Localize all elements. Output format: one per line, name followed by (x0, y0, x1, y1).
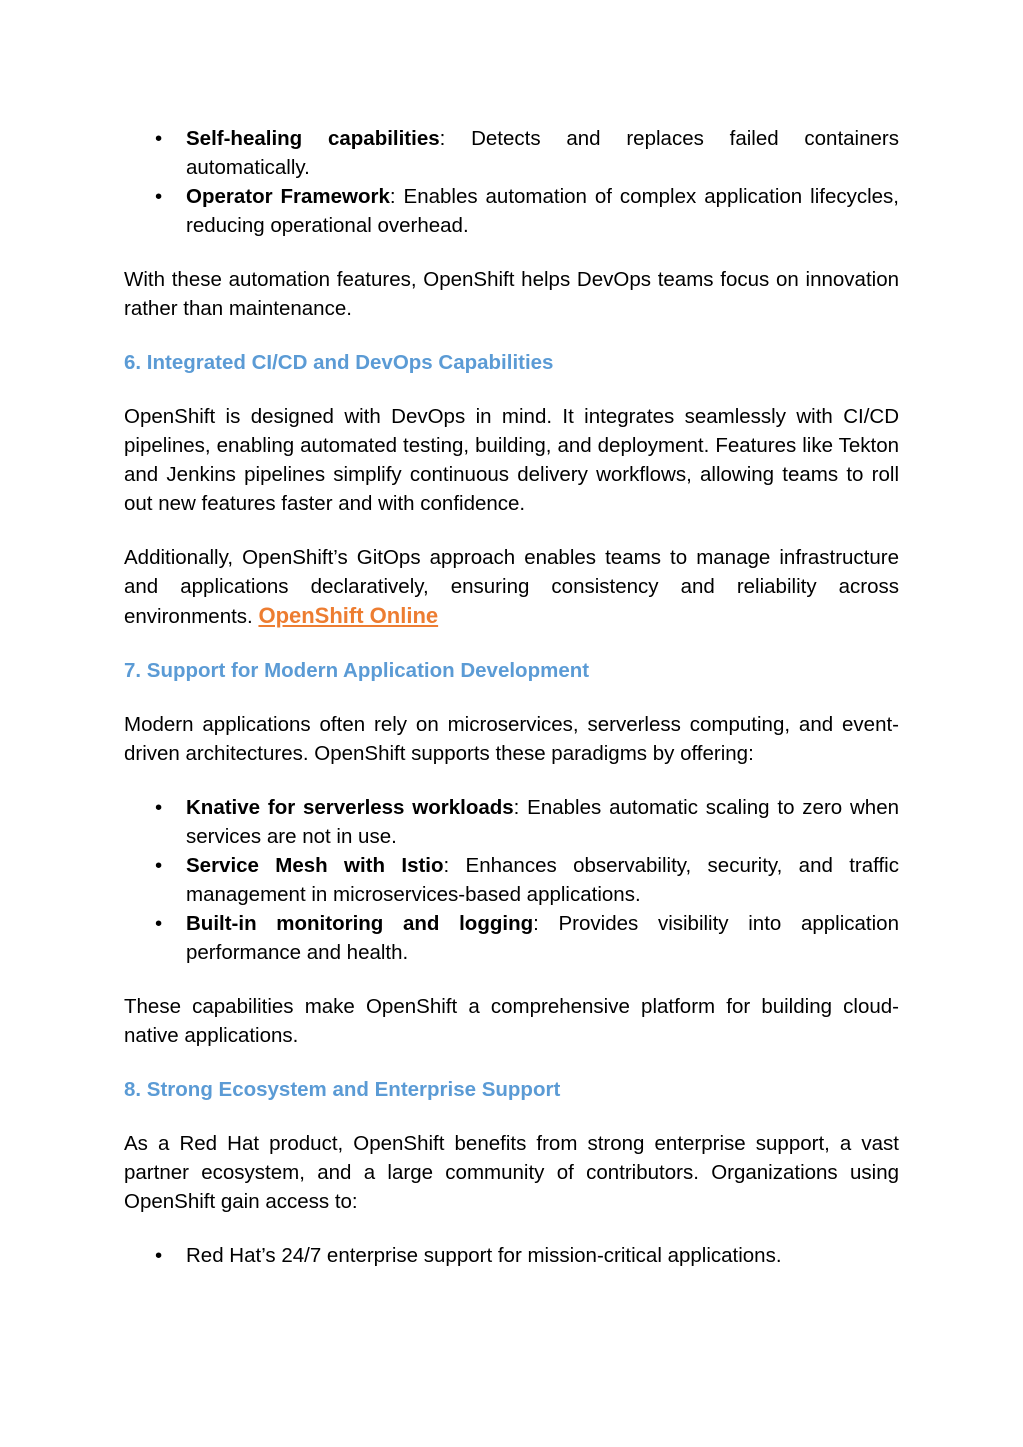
modern-apps-bullet-list (124, 793, 899, 967)
openshift-online-link[interactable]: OpenShift Online (258, 603, 439, 628)
features-bullet-list (124, 124, 899, 240)
list-item (186, 909, 899, 967)
list-item (186, 124, 899, 182)
list-item-text: : Enables automation of complex application lifecycles, reducing operational overhead. (186, 185, 899, 237)
list-item (186, 1241, 899, 1270)
list-item-term: Built-in monitoring and logging (186, 912, 534, 935)
gitops-text: Additionally, OpenShift’s GitOps approach enables teams to manage infrastructure and applications declaratively, ensuring consistency and reliability across environments. (124, 546, 899, 628)
capabilities-paragraph: These capabilities make OpenShift a comprehensive platform for building cloud-native applications. (124, 995, 899, 1047)
section-heading-6: 6. Integrated CI/CD and DevOps Capabilities (124, 351, 554, 374)
list-item-text: : Provides visibility into application performance and health. (186, 912, 899, 964)
list-item-text: : Detects and replaces failed containers automatically. (186, 127, 899, 179)
list-item-text: : Enhances observability, security, and traffic management in microservices-based applications. (186, 854, 899, 906)
list-item-term: Knative for serverless workloads (186, 796, 514, 819)
section-heading-7: 7. Support for Modern Application Development (124, 659, 590, 682)
section-heading-8: 8. Strong Ecosystem and Enterprise Support (124, 1078, 561, 1101)
redhat-paragraph: As a Red Hat product, OpenShift benefits from strong enterprise support, a vast partner ecosystem, and a large community of contributors. Organizations using OpenShift gain access to: (124, 1132, 899, 1213)
support-bullet-list (124, 1241, 899, 1270)
automation-paragraph: With these automation features, OpenShift helps DevOps teams focus on innovation rather than maintenance. (124, 268, 899, 320)
list-item-text: : Enables automatic scaling to zero when services are not in use. (186, 796, 899, 848)
list-item (186, 182, 899, 240)
list-item (186, 851, 899, 909)
cicd-paragraph: OpenShift is designed with DevOps in mind. It integrates seamlessly with CI/CD pipelines, enabling automated testing, building, and deployment. Features like Tekton and Jenkins pipelines simplify continuous delivery workflows, allowing teams to roll out new features faster and with confidence. (124, 405, 899, 515)
document-page (124, 124, 899, 1270)
list-item-term: Operator Framework (186, 185, 390, 208)
list-item-term: Self-healing capabilities (186, 127, 440, 150)
modern-apps-paragraph: Modern applications often rely on microservices, serverless computing, and event-driven architectures. OpenShift supports these paradigms by offering: (124, 713, 899, 765)
list-item-text: Red Hat’s 24/7 enterprise support for mission-critical applications. (186, 1244, 782, 1267)
list-item (186, 793, 899, 851)
list-item-term: Service Mesh with Istio (186, 854, 444, 877)
gitops-paragraph (124, 543, 899, 631)
